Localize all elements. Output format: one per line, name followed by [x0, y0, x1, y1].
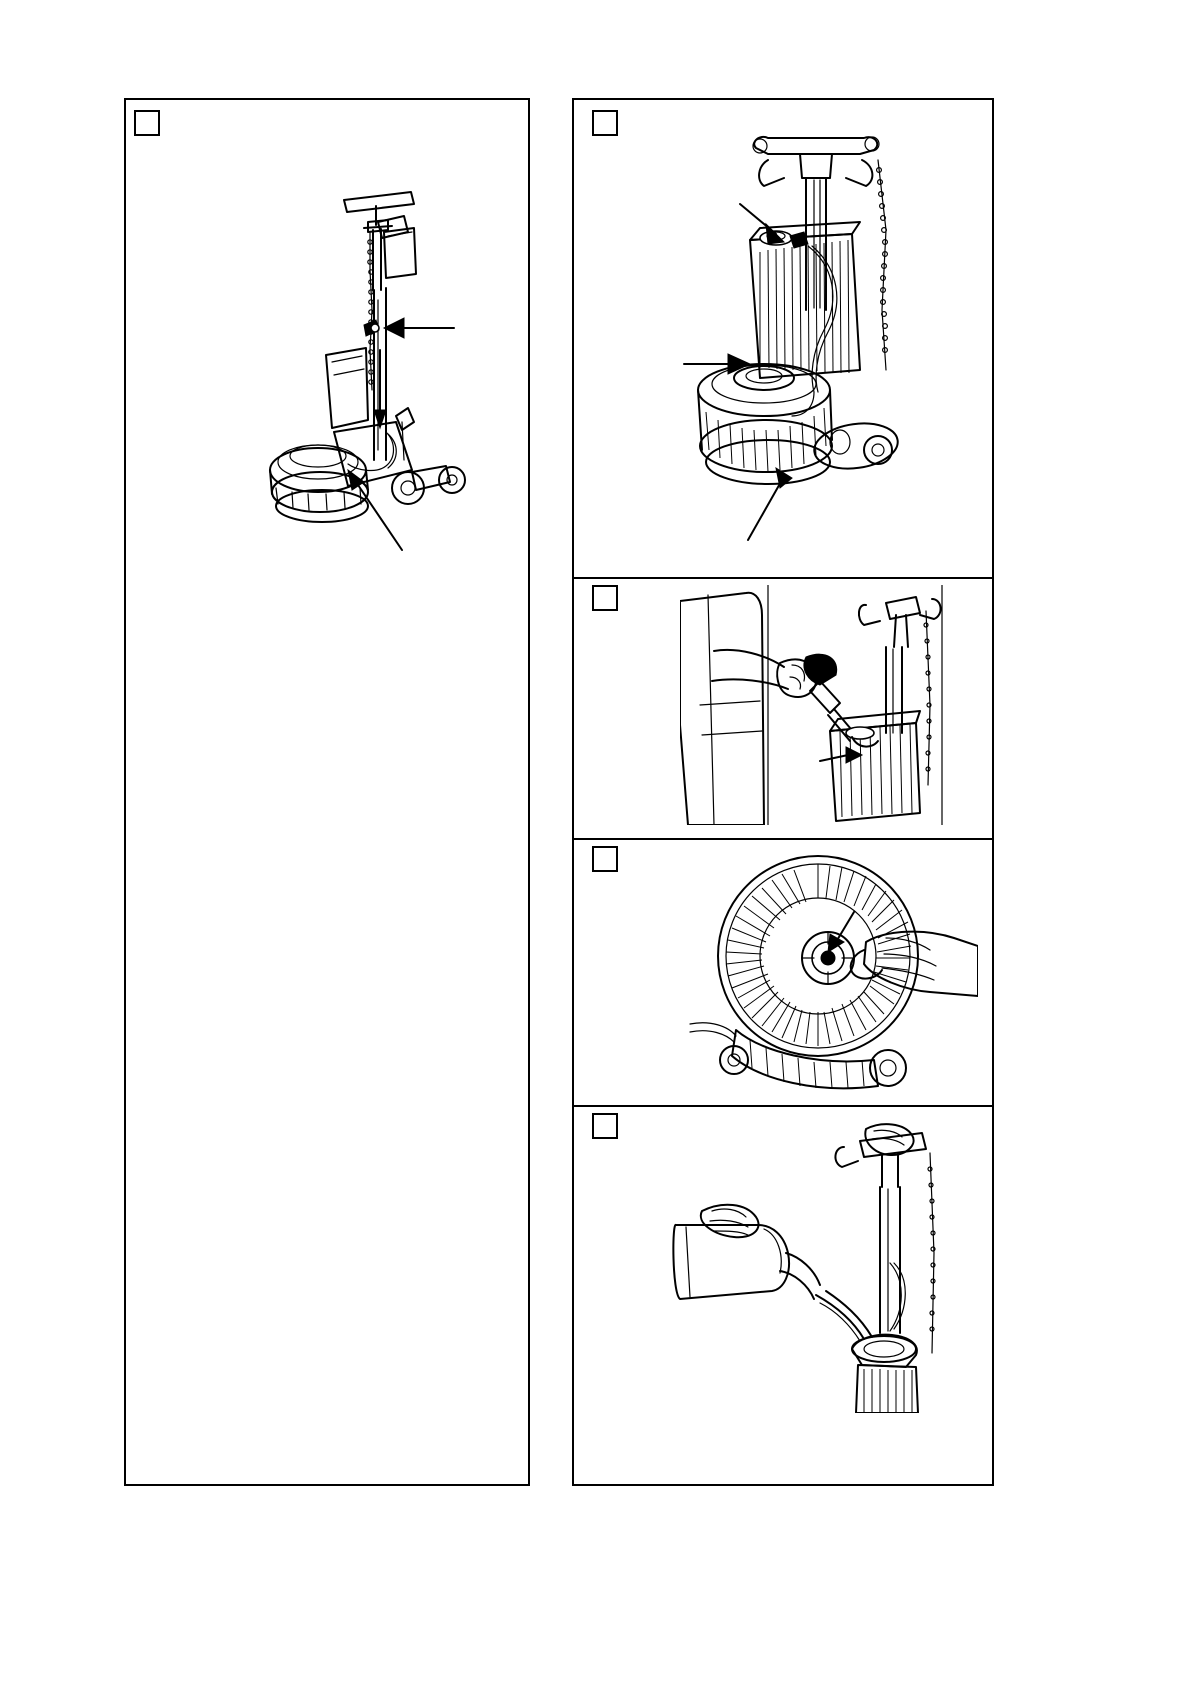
floor-machine-handle-lever-figure — [236, 170, 506, 670]
floor-machine-front-view-figure — [664, 120, 994, 570]
step-number-box-1 — [134, 110, 160, 136]
step-number-box-2 — [592, 110, 618, 136]
step-number-box-4 — [592, 846, 618, 872]
right-instruction-panel — [572, 98, 994, 1486]
panel-divider-1 — [574, 577, 992, 579]
brush-pad-installation-figure — [678, 846, 978, 1096]
pouring-solution-figure — [668, 1113, 978, 1413]
step-number-box-5 — [592, 1113, 618, 1139]
panel-divider-3 — [574, 1105, 992, 1107]
operator-attaching-hose-figure — [680, 585, 980, 825]
step-number-box-3 — [592, 585, 618, 611]
left-instruction-panel — [124, 98, 530, 1486]
panel-divider-2 — [574, 838, 992, 840]
